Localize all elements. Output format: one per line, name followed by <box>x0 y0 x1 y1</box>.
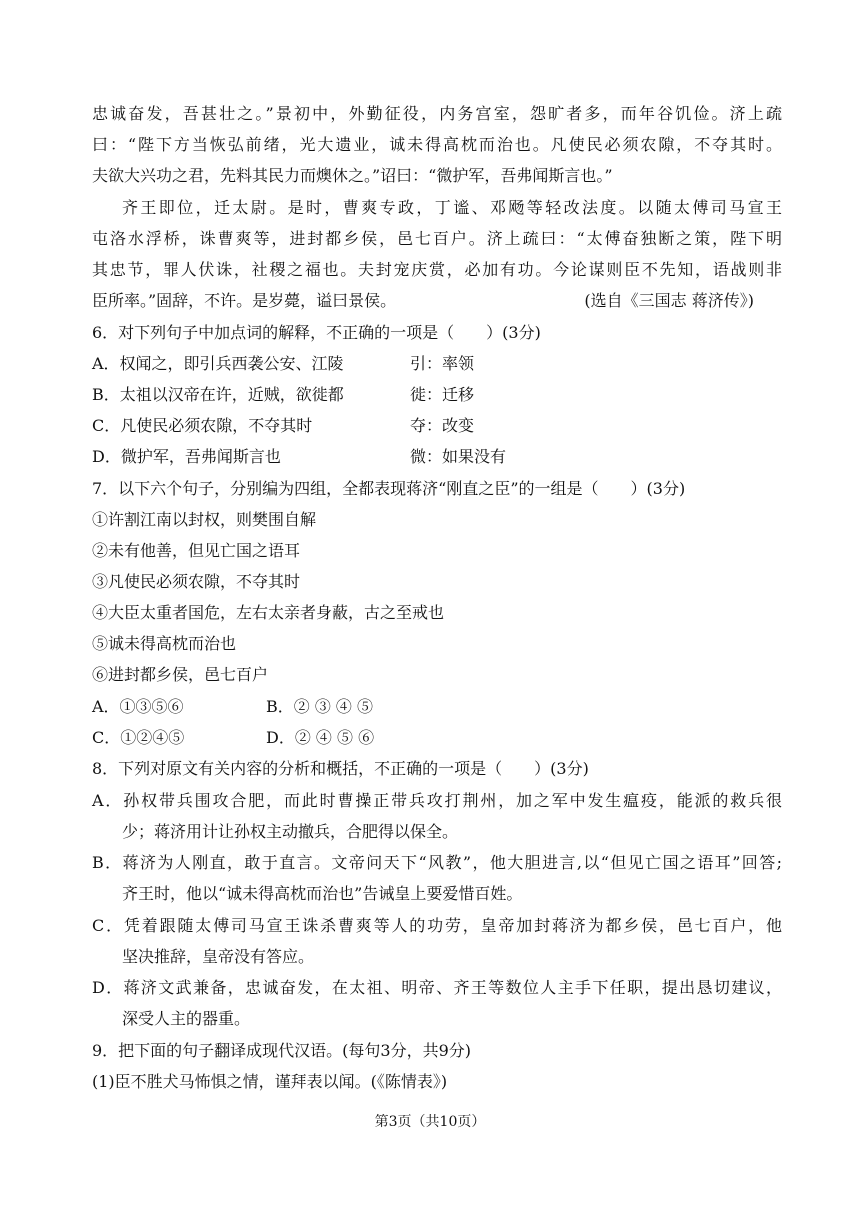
question-8-option-d-line2: 深受人主的器重。 <box>122 1009 251 1028</box>
option-gloss: 微：如果没有 <box>410 447 507 466</box>
question-7-options-cd <box>92 725 782 751</box>
question-8-option-b-line2: 齐王时，他以“诚未得高枕而治也”告诫皇上要爱惜百姓。 <box>122 884 523 903</box>
question-6-option-c <box>92 413 782 439</box>
passage-line: 夫欲大兴功之君，先料其民力而燠休之。”诏曰：“微护军，吾弗闻斯言也。” <box>92 166 613 185</box>
source-citation: (选自《三国志 蒋济传》) <box>584 291 754 310</box>
question-6-option-b <box>92 382 782 408</box>
question-7-item: ⑤诚未得高枕而治也 <box>92 634 237 653</box>
passage-line: 臣所率。”固辞，不许。是岁薨，谥曰景侯。 <box>92 291 397 310</box>
question-8-stem: 8．下列对原文有关内容的分析和概括，不正确的一项是（ ）(3分) <box>92 759 589 778</box>
passage-line: 忠诚奋发，吾甚壮之。”景初中，外勤征役，内务宫室，怨旷者多，而年谷饥俭。济上疏 <box>92 104 782 123</box>
passage-line: 其忠节，罪人伏诛，社稷之福也。夫封宠庆赏，必加有功。今论谋则臣不先知，语战则非 <box>92 260 782 279</box>
question-7-stem: 7．以下六个句子，分别编为四组，全都表现蒋济“刚直之臣”的一组是（ ）(3分) <box>92 479 686 498</box>
question-9-stem: 9．把下面的句子翻译成现代汉语。(每句3分，共9分) <box>92 1041 472 1060</box>
option-c: C．①②④⑤ <box>92 728 185 747</box>
option-a: A．①③⑤⑥ <box>92 697 184 716</box>
question-6-stem: 6．对下列句子中加点词的解释，不正确的一项是（ ）(3分) <box>92 323 541 342</box>
question-7-item: ④大臣太重者国危，左右太亲者身蔽，古之至戒也 <box>92 603 445 622</box>
option-gloss: 夺：改变 <box>410 416 475 435</box>
passage-line: 曰：“陛下方当恢弘前绪，光大遗业，诚未得高枕而治也。凡使民必须农隙，不夺其时。 <box>92 135 782 154</box>
question-7-item: ⑥进封都乡侯，邑七百户 <box>92 665 269 684</box>
question-8-option-a-line1: A．孙权带兵围攻合肥，而此时曹操正带兵攻打荆州，加之军中发生瘟疫，能派的救兵很 <box>92 791 782 810</box>
question-8-option-d-line1: D．蒋济文武兼备，忠诚奋发，在太祖、明帝、齐王等数位人主手下任职，提出恳切建议， <box>92 978 782 997</box>
page-number: 第3页（共10页） <box>374 1114 486 1130</box>
option-sentence: D．微护军，吾弗闻斯言也 <box>92 447 281 466</box>
question-7-item: ①许割江南以封权，则樊围自解 <box>92 510 317 529</box>
question-9-item-1: (1)臣不胜犬马怖惧之情，谨拜表以闻。(《陈情表》) <box>92 1072 448 1091</box>
question-8-option-b-line1: B．蒋济为人刚直，敢于直言。文帝问天下“风教”，他大胆进言,以“但见亡国之语耳”回答; <box>92 853 782 872</box>
passage-line: 屯洛水浮桥，诛曹爽等，进封都乡侯，邑七百户。济上疏曰：“太傅奋独断之策，陛下明 <box>92 229 782 248</box>
option-sentence: B．太祖以汉帝在许，近贼，欲徙都 <box>92 385 344 404</box>
option-sentence: A．权闻之，即引兵西袭公安、江陵 <box>92 354 344 373</box>
question-7-item: ③凡使民必须农隙，不夺其时 <box>92 572 301 591</box>
option-gloss: 徙：迁移 <box>410 385 475 404</box>
question-6-option-a <box>92 351 782 377</box>
option-b: B．② ③ ④ ⑤ <box>266 697 374 716</box>
question-8-option-a-line2: 少；蒋济用计让孙权主动撤兵，合肥得以保全。 <box>122 822 459 841</box>
question-8-option-c-line2: 坚决推辞，皇帝没有答应。 <box>122 947 315 966</box>
question-8-option-c-line1: C．凭着跟随太傅司马宣王诛杀曹爽等人的功劳，皇帝加封蒋济为都乡侯，邑七百户，他 <box>92 916 782 935</box>
option-d: D．② ④ ⑤ ⑥ <box>266 728 375 747</box>
option-gloss: 引：率领 <box>410 354 475 373</box>
passage-line: 齐王即位，迁太尉。是时，曹爽专政，丁谧、邓飏等轻改法度。以随太傅司马宣王 <box>122 198 782 217</box>
question-7-options-ab <box>92 694 782 720</box>
question-7-item: ②未有他善，但见亡国之语耳 <box>92 541 301 560</box>
option-sentence: C．凡使民必须农隙，不夺其时 <box>92 416 313 435</box>
question-6-option-d <box>92 444 782 470</box>
